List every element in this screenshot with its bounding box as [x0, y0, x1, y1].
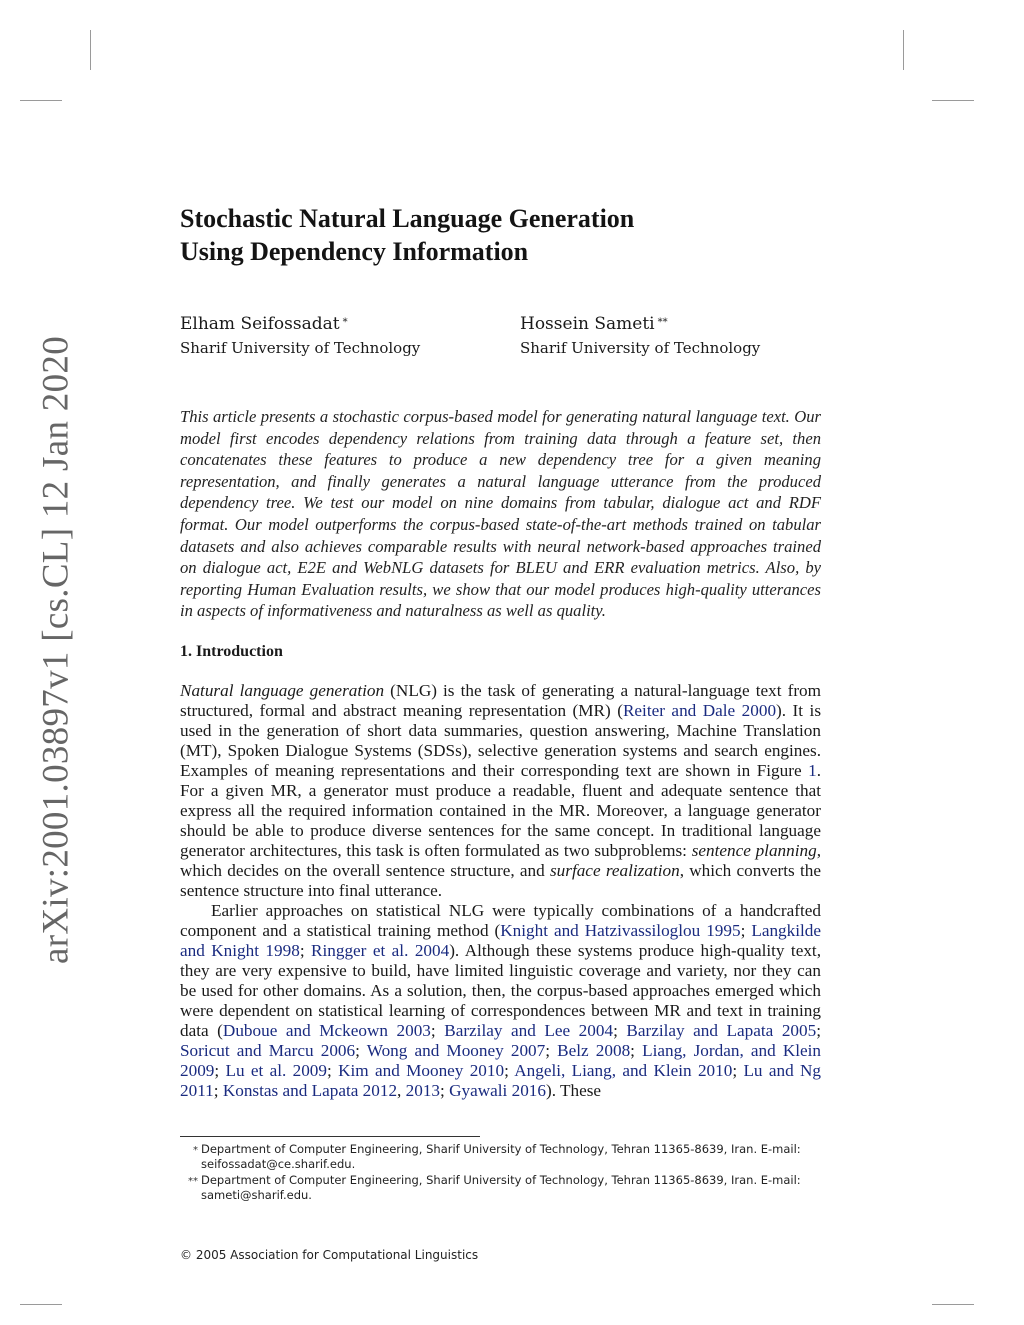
footnote-mark: ** [188, 1176, 198, 1187]
paragraph-2: Earlier approaches on statistical NLG were typically combinations of a handcrafted component and a statistical training method (Knight and Hatzivassiloglou 1995; Langkilde and Knight 1998; Ringger et al. 2004). Although these systems produce high-quality text, they are very expensive to build, have limited linguistic coverage and variety, nor they can be used for other domains. As a solution, then, the corpus-based approaches emerged which were dependent on statistical learning of correspondences between MR and text in training data (Duboue and Mckeown 2003; Barzilay and Lee 2004; Barzilay and Lapata 2005; Soricut and Marcu 2006; Wong and Mooney 2007; Belz 2008; Liang, Jordan, and Klein 2009; Lu et al. 2009; Kim and Mooney 2010; Angeli, Liang, and Klein 2010; Lu and Ng 2011; Konstas and Lapata 2012, 2013; Gyawali 2016). These [180, 901, 822, 1100]
footnote-divider [180, 1136, 480, 1137]
crop-mark-upper-left [20, 100, 62, 101]
citation-link[interactable]: Kim and Mooney 2010 [338, 1061, 505, 1080]
footnote-1 [180, 1142, 821, 1172]
author-footnote-mark: ** [657, 317, 668, 328]
citation-link[interactable]: Lu and Ng 2011 [180, 1061, 821, 1100]
citation-link[interactable]: Lu et al. 2009 [225, 1061, 327, 1080]
citation-link[interactable]: Soricut and Marcu 2006 [180, 1041, 356, 1060]
citation-link[interactable]: Barzilay and Lee 2004 [444, 1021, 614, 1040]
title-line-1: Stochastic Natural Language Generation [180, 204, 635, 233]
citation-link[interactable]: Barzilay and Lapata 2005 [626, 1021, 817, 1040]
crop-mark-top-right [903, 30, 904, 70]
footnotes [180, 1142, 821, 1204]
paper-title [180, 202, 634, 268]
citation-link[interactable]: Knight and Hatzivassiloglou 1995 [500, 921, 741, 940]
crop-mark-top-left [90, 30, 91, 70]
crop-mark-lower-right [932, 1304, 974, 1305]
footnote-text: Department of Computer Engineering, Sharif University of Technology, Tehran 11365-8639, Iran. E-mail: sameti@sharif.edu. [201, 1173, 801, 1202]
author-block-1 [180, 312, 420, 359]
author-affiliation: Sharif University of Technology [520, 339, 761, 357]
footnote-2 [180, 1173, 821, 1203]
introduction-body [180, 681, 821, 1101]
footnote-mark: * [193, 1145, 198, 1156]
section-heading-introduction: 1. Introduction [180, 643, 283, 660]
crop-mark-upper-right [932, 100, 974, 101]
figure-reference-link[interactable]: 1 [808, 761, 817, 780]
author-affiliation: Sharif University of Technology [180, 339, 421, 357]
citation-link[interactable]: 2013 [405, 1081, 441, 1100]
author-block-2 [520, 312, 760, 359]
citation-link[interactable]: Belz 2008 [557, 1041, 631, 1060]
crop-mark-lower-left [20, 1304, 62, 1305]
abstract: This article presents a stochastic corpus-based model for generating natural language text. Our model first encodes dependency relations from training data through a feature set, then concatenates these features to produce a new dependency tree for a given meaning representation, and finally generates a natural language utterance from the produced dependency tree. We test our model on nine domains from tabular, dialogue act and RDF format. Our model outperforms the corpus-based state-of-the-art methods trained on tabular datasets and also achieves comparable results with neural network-based approaches trained on dialogue act, E2E and WebNLG datasets for BLEU and ERR evaluation metrics. Also, by reporting Human Evaluation results, we show that our model produces high-quality utterances in aspects of informativeness and naturalness as well as quality. [180, 407, 821, 621]
citation-link[interactable]: Langkilde and Knight 1998 [180, 921, 822, 960]
copyright-notice: © 2005 Association for Computational Linguistics [180, 1248, 479, 1262]
citation-link[interactable]: Ringger et al. 2004 [311, 941, 450, 960]
citation-link[interactable]: Konstas and Lapata 2012 [222, 1081, 398, 1100]
citation-link[interactable]: Wong and Mooney 2007 [366, 1041, 546, 1060]
citation-link[interactable]: Liang, Jordan, and Klein 2009 [180, 1041, 822, 1080]
citation-link[interactable]: Angeli, Liang, and Klein 2010 [514, 1061, 733, 1080]
citation-link[interactable]: Duboue and Mckeown 2003 [222, 1021, 431, 1040]
title-line-2: Using Dependency Information [180, 237, 529, 266]
citation-link[interactable]: Reiter and Dale 2000 [622, 701, 777, 720]
citation-link[interactable]: Gyawali 2016 [449, 1081, 546, 1100]
author-name: Elham Seifossadat [180, 314, 340, 334]
paragraph-1: Natural language generation (NLG) is the task of generating a natural-language text from structured, formal and abstract meaning representation (MR) (Reiter and Dale 2000). It is used in the generation of short data summaries, question answering, Machine Translation (MT), Spoken Dialogue Systems (SDSs), selective generation systems and search engines. Examples of meaning representations and their corresponding text are shown in Figure 1. For a given MR, a generator must produce a readable, fluent and adequate sentence that express all the required information contained in the MR. Moreover, a language generator should be able to produce diverse sentences for the same concept. In traditional language generator architectures, this task is often formulated as two subproblems: sentence planning, which decides on the overall sentence structure, and surface realization, which converts the sentence structure into final utterance. [180, 681, 822, 900]
author-footnote-mark: * [342, 317, 348, 328]
author-name: Hossein Sameti [520, 314, 655, 334]
arxiv-identifier: arXiv:2001.03897v1 [cs.CL] 12 Jan 2020 [35, 336, 77, 964]
footnote-text: Department of Computer Engineering, Sharif University of Technology, Tehran 11365-8639, Iran. E-mail: seifossadat@ce.sharif.edu. [201, 1142, 801, 1171]
